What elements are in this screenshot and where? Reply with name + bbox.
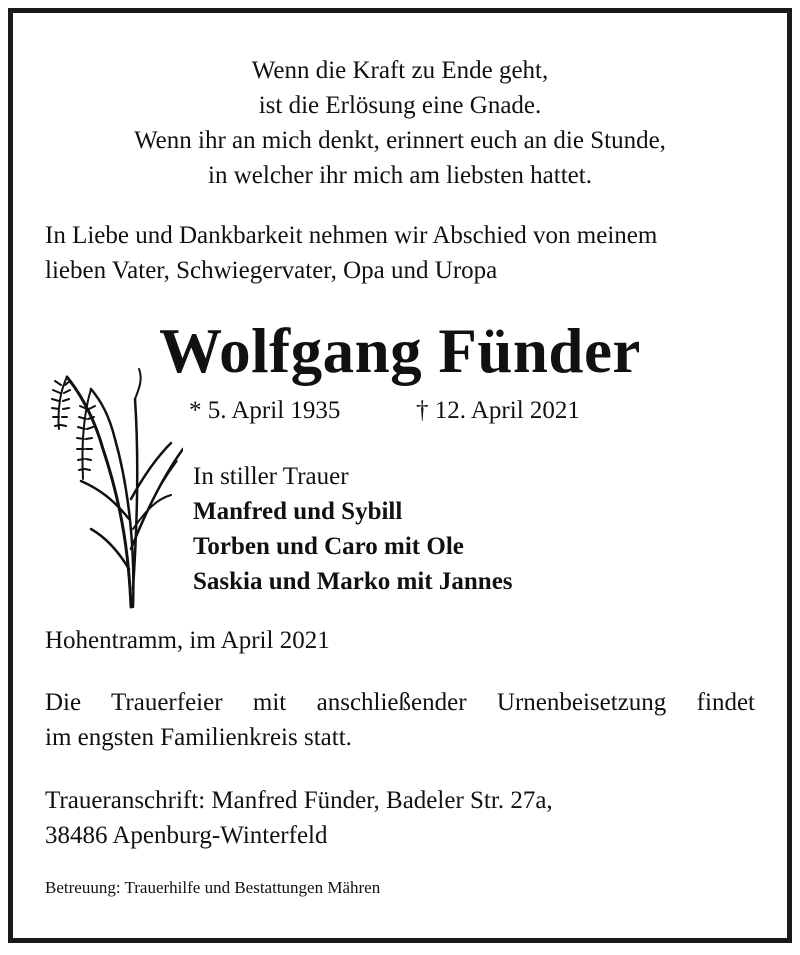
mourners-heading: In stiller Trauer — [193, 463, 349, 490]
ceremony-info — [45, 685, 755, 755]
poem — [13, 53, 787, 193]
obituary-frame — [8, 8, 792, 943]
address-line: Traueranschrift: Manfred Fünder, Badeler Str. 27a, — [45, 787, 553, 814]
mourner-name: Saskia und Marko mit Jannes — [193, 568, 513, 595]
mourning-address — [45, 783, 553, 853]
place-date: Hohentramm, im April 2021 — [45, 627, 330, 654]
mourner-name: Torben und Caro mit Ole — [193, 533, 464, 560]
birth-date: * 5. April 1935 — [189, 397, 341, 424]
intro-line: lieben Vater, Schwiegervater, Opa und Uropa — [45, 257, 498, 284]
poem-line: ist die Erlösung eine Gnade. — [258, 92, 542, 119]
intro-line: In Liebe und Dankbarkeit nehmen wir Abschied von meinem — [45, 222, 658, 249]
poem-line: Wenn ihr an mich denkt, erinnert euch an die Stunde, — [134, 127, 666, 154]
deceased-name: Wolfgang Fünder — [159, 316, 641, 386]
death-date: † 12. April 2021 — [416, 397, 580, 424]
funeral-care-credit: Betreuung: Trauerhilfe und Bestattungen Mähren — [45, 878, 381, 897]
intro-text — [45, 218, 657, 288]
poem-line: Wenn die Kraft zu Ende geht, — [251, 57, 549, 84]
ceremony-line: Die Trauerfeier mit anschließender Urnenbeisetzung findet — [45, 689, 755, 716]
mourners — [193, 459, 513, 599]
address-line: 38486 Apenburg-Winterfeld — [45, 822, 328, 849]
ceremony-line: im engsten Familienkreis statt. — [45, 724, 352, 751]
poem-line: in welcher ihr mich am liebsten hattet. — [208, 162, 592, 189]
wheat-plant-icon — [43, 349, 183, 609]
mourner-name: Manfred und Sybill — [193, 498, 403, 525]
